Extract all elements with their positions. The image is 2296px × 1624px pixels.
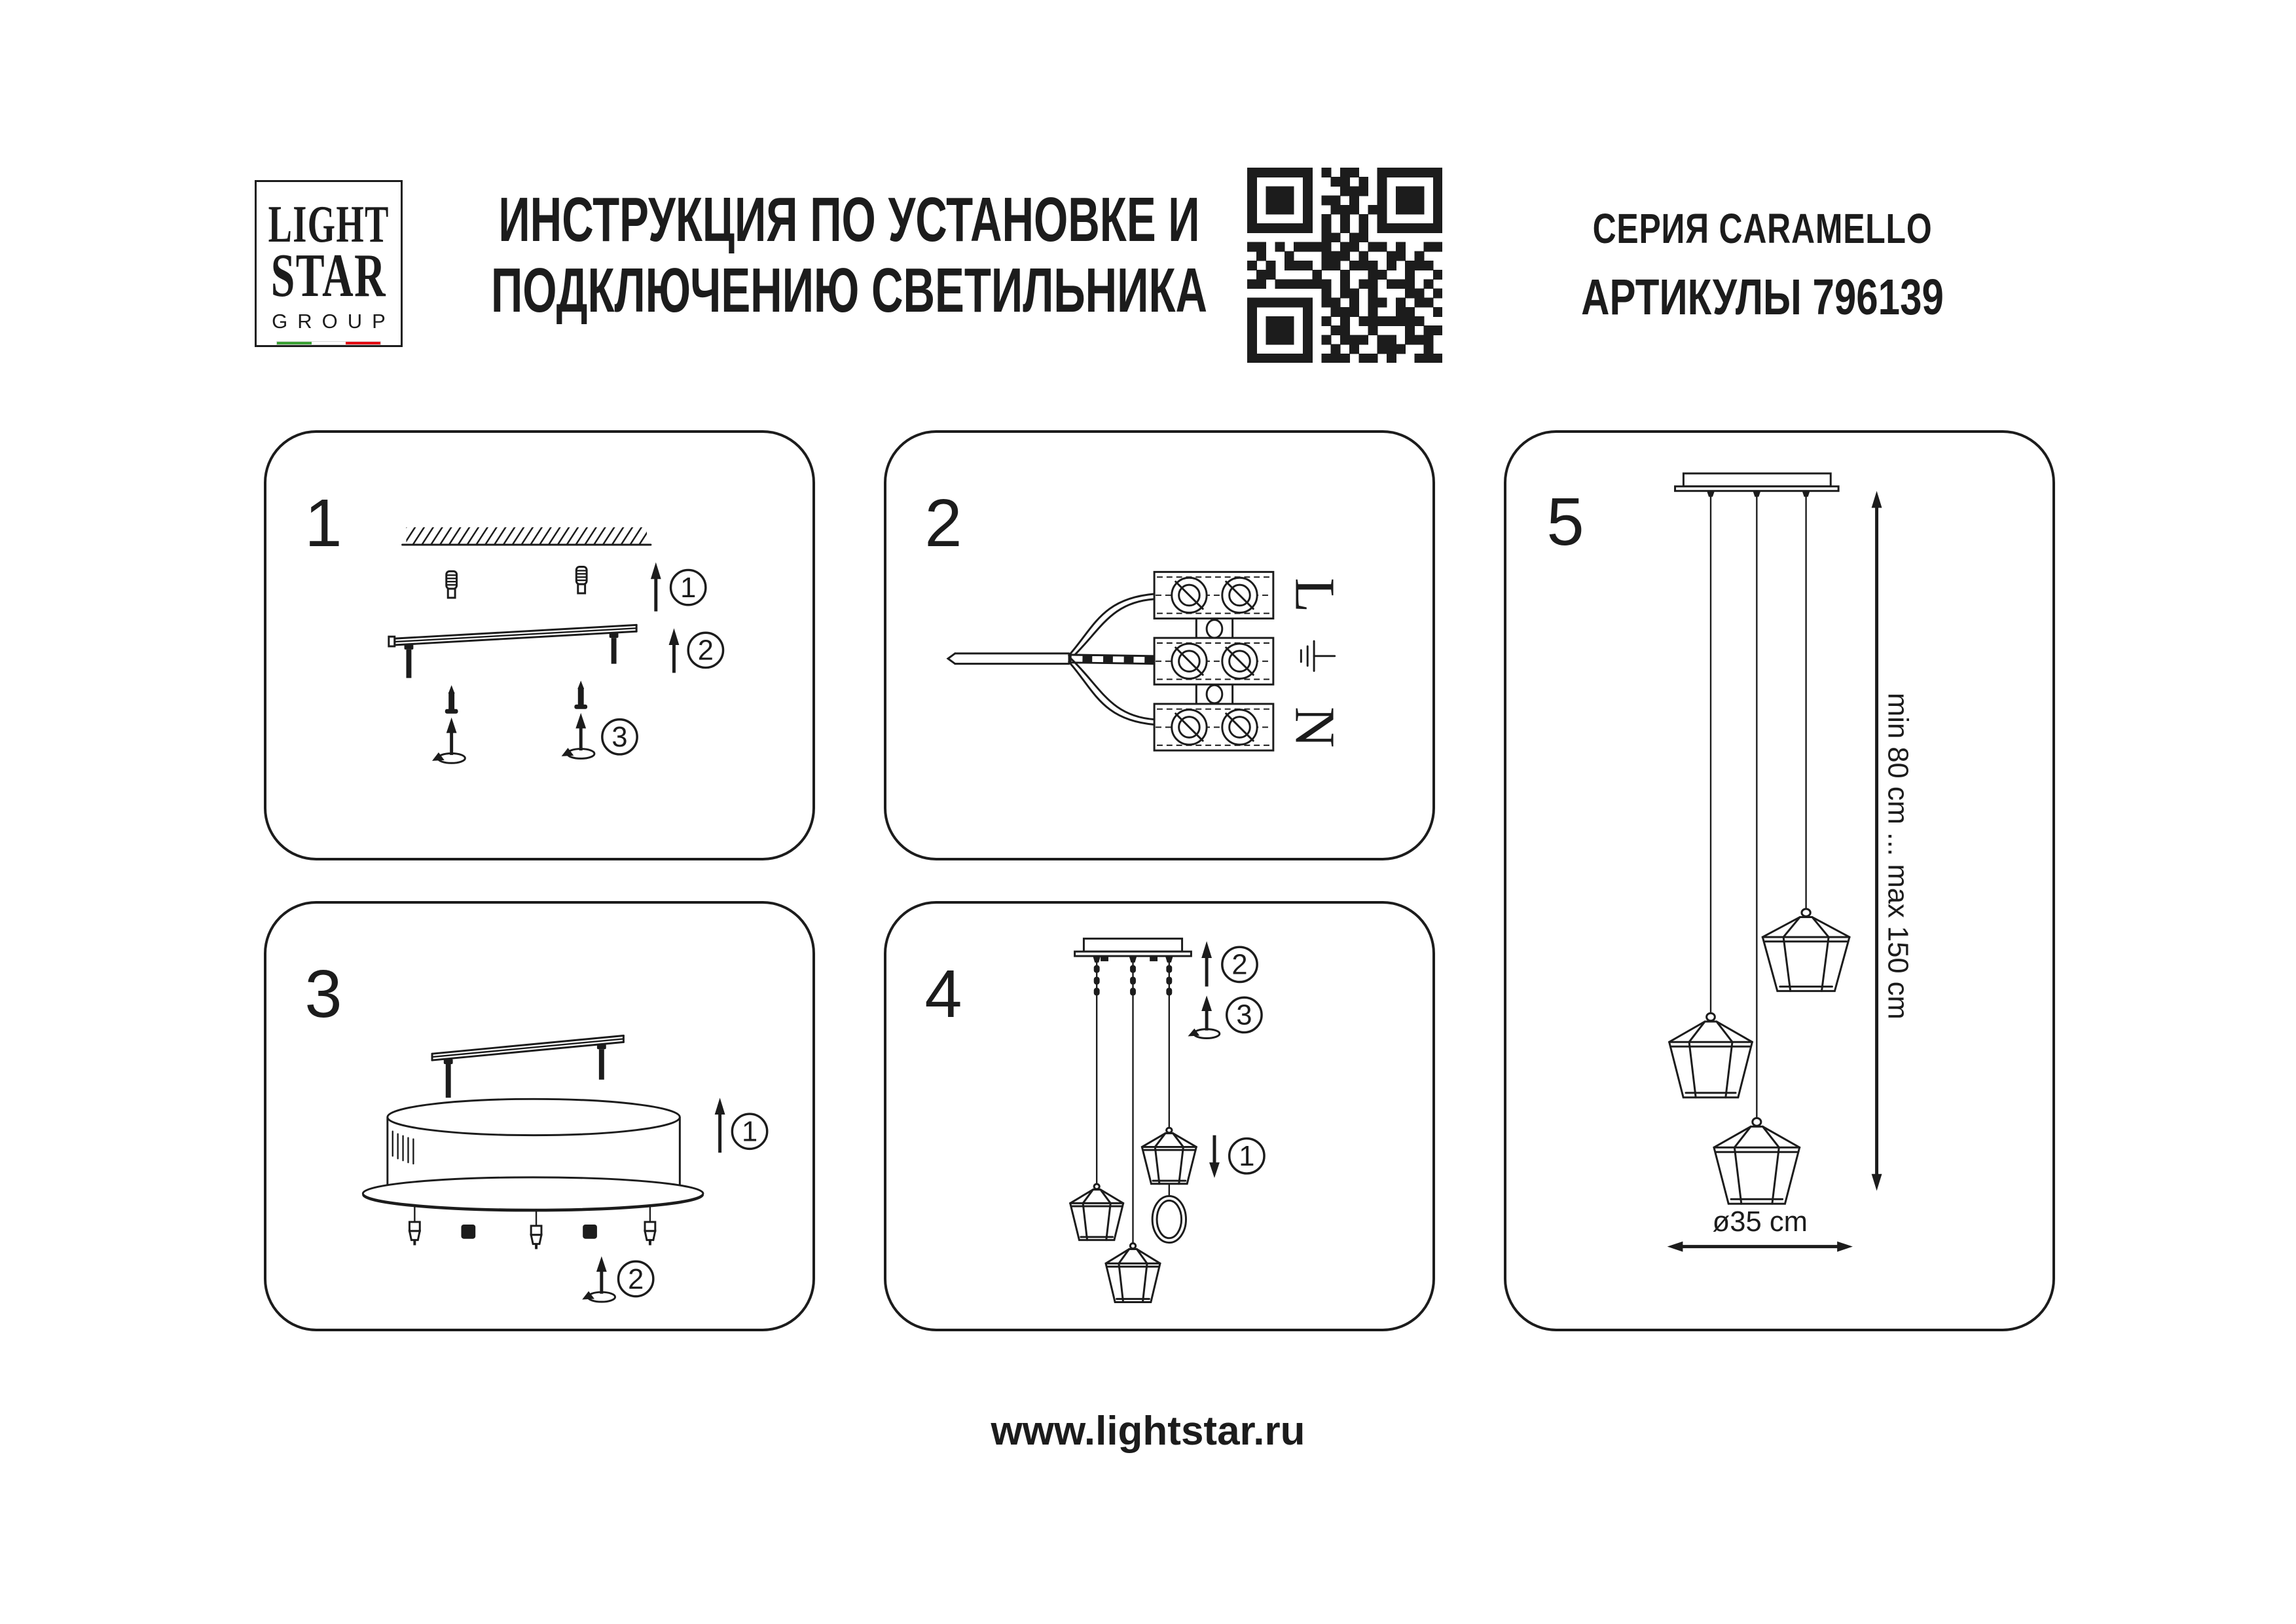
logo-group: GROUP	[272, 309, 395, 333]
pendant-shade	[1070, 1184, 1123, 1240]
svg-text:2: 2	[628, 1263, 644, 1295]
flag-green-stripe	[277, 342, 312, 344]
panel-number: 1	[304, 485, 342, 561]
svg-text:L: L	[1283, 578, 1347, 613]
label-neutral	[1284, 707, 1347, 748]
step-badge-3	[1227, 997, 1262, 1032]
pendant-shade	[1762, 909, 1850, 991]
step3-diagram	[266, 904, 812, 1329]
italian-flag-icon	[276, 341, 381, 345]
flag-red-stripe	[346, 342, 380, 344]
step-badge-2	[619, 1261, 653, 1296]
wire-live	[1069, 594, 1154, 659]
svg-text:1: 1	[741, 1116, 758, 1148]
logo-star: STAR	[270, 242, 387, 310]
step-badge-3	[602, 720, 637, 754]
step-badge-1	[732, 1114, 767, 1149]
website-url: www.lightstar.ru	[991, 1409, 1305, 1454]
canopy	[363, 1099, 703, 1211]
terminal-gang-earth	[1154, 638, 1273, 684]
step2-wiring-diagram	[886, 433, 1432, 858]
step4-diagram	[886, 904, 1432, 1329]
step4-panel	[884, 901, 1435, 1331]
flag-white-stripe	[312, 342, 346, 344]
cord-rotation-icon	[1188, 995, 1219, 1038]
wall-plug-icon	[446, 571, 457, 598]
screw-icon	[445, 685, 458, 713]
terminal-gang-live	[1154, 572, 1273, 618]
ceiling-plate	[1675, 473, 1839, 497]
label-live	[1284, 578, 1347, 612]
mains-cable	[948, 654, 1069, 664]
svg-text:1: 1	[680, 572, 697, 604]
mounting-bracket	[389, 625, 636, 678]
ceiling-hatch-icon	[403, 527, 651, 545]
svg-text:1: 1	[1239, 1141, 1255, 1173]
diameter-dimension-arrow	[1667, 1242, 1853, 1252]
screw-rotation-icon	[432, 718, 465, 764]
page-title-line1: ИНСТРУКЦИЯ ПО УСТАНОВКЕ И	[498, 185, 1200, 255]
arrow-down-icon	[1209, 1135, 1220, 1178]
step5-panel	[1504, 430, 2055, 1331]
qr-code	[1247, 168, 1442, 363]
product-info	[1548, 204, 1977, 327]
step-badge-1	[1230, 1139, 1264, 1173]
step3-panel	[264, 901, 815, 1331]
panel-number: 2	[924, 485, 962, 561]
pendant-shade	[1669, 1013, 1753, 1098]
wall-plug-icon	[576, 566, 587, 593]
logo-light: LIGHT	[268, 196, 390, 253]
wire-neutral	[1069, 658, 1154, 725]
svg-text:3: 3	[611, 722, 628, 754]
screw-rotation-icon	[562, 713, 594, 759]
svg-text:3: 3	[1236, 999, 1252, 1031]
terminal-block	[1154, 572, 1273, 750]
step-badge-2	[1222, 947, 1257, 982]
screw-rotation-icon	[582, 1256, 615, 1302]
height-dimension-arrow	[1872, 491, 1882, 1191]
svg-text:N: N	[1283, 707, 1347, 748]
page-title	[478, 185, 1220, 327]
step1-panel	[264, 430, 815, 860]
svg-text:2: 2	[697, 635, 714, 667]
page-title-line2: ПОДКЛЮЧЕНИЮ СВЕТИЛЬНИКА	[490, 255, 1208, 326]
terminal-gang-neutral	[1154, 704, 1273, 750]
series-label: СЕРИЯ CARAMELLO	[1592, 205, 1933, 252]
lightstar-logo	[255, 180, 403, 347]
wire-earth-striped	[1069, 659, 1154, 660]
svg-text:min 80 cm ... max 150 cm: min 80 cm ... max 150 cm	[1882, 692, 1914, 1020]
cord-grips	[409, 1205, 655, 1249]
svg-text:2: 2	[1231, 949, 1248, 981]
diameter-dimension-label: ø35 cm	[1712, 1206, 1808, 1238]
pendant-shade	[1714, 1118, 1800, 1204]
arrow-up-icon	[651, 563, 661, 612]
panel-number: 4	[924, 955, 962, 1031]
mounting-bracket	[432, 1036, 623, 1098]
step1-diagram	[266, 433, 812, 858]
step5-dimension-diagram	[1506, 433, 2052, 1329]
screw-icon	[574, 680, 587, 709]
pendant-shade	[1142, 1128, 1196, 1184]
arrow-up-icon	[1201, 941, 1212, 986]
arrow-up-icon	[715, 1098, 725, 1153]
article-number: АРТИКУЛЫ 796139	[1581, 269, 1944, 325]
panel-number: 3	[304, 955, 342, 1031]
decor-ring	[1152, 1184, 1186, 1243]
earth-symbol-icon	[1301, 641, 1334, 671]
arrow-up-icon	[669, 628, 680, 673]
pendant-shade	[1106, 1244, 1160, 1302]
ceiling-plate	[1075, 938, 1192, 963]
height-dimension-label	[1882, 693, 1913, 1020]
step2-panel	[884, 430, 1435, 860]
panel-number: 5	[1546, 483, 1584, 559]
step-badge-1	[671, 570, 706, 604]
step-badge-2	[688, 633, 723, 667]
